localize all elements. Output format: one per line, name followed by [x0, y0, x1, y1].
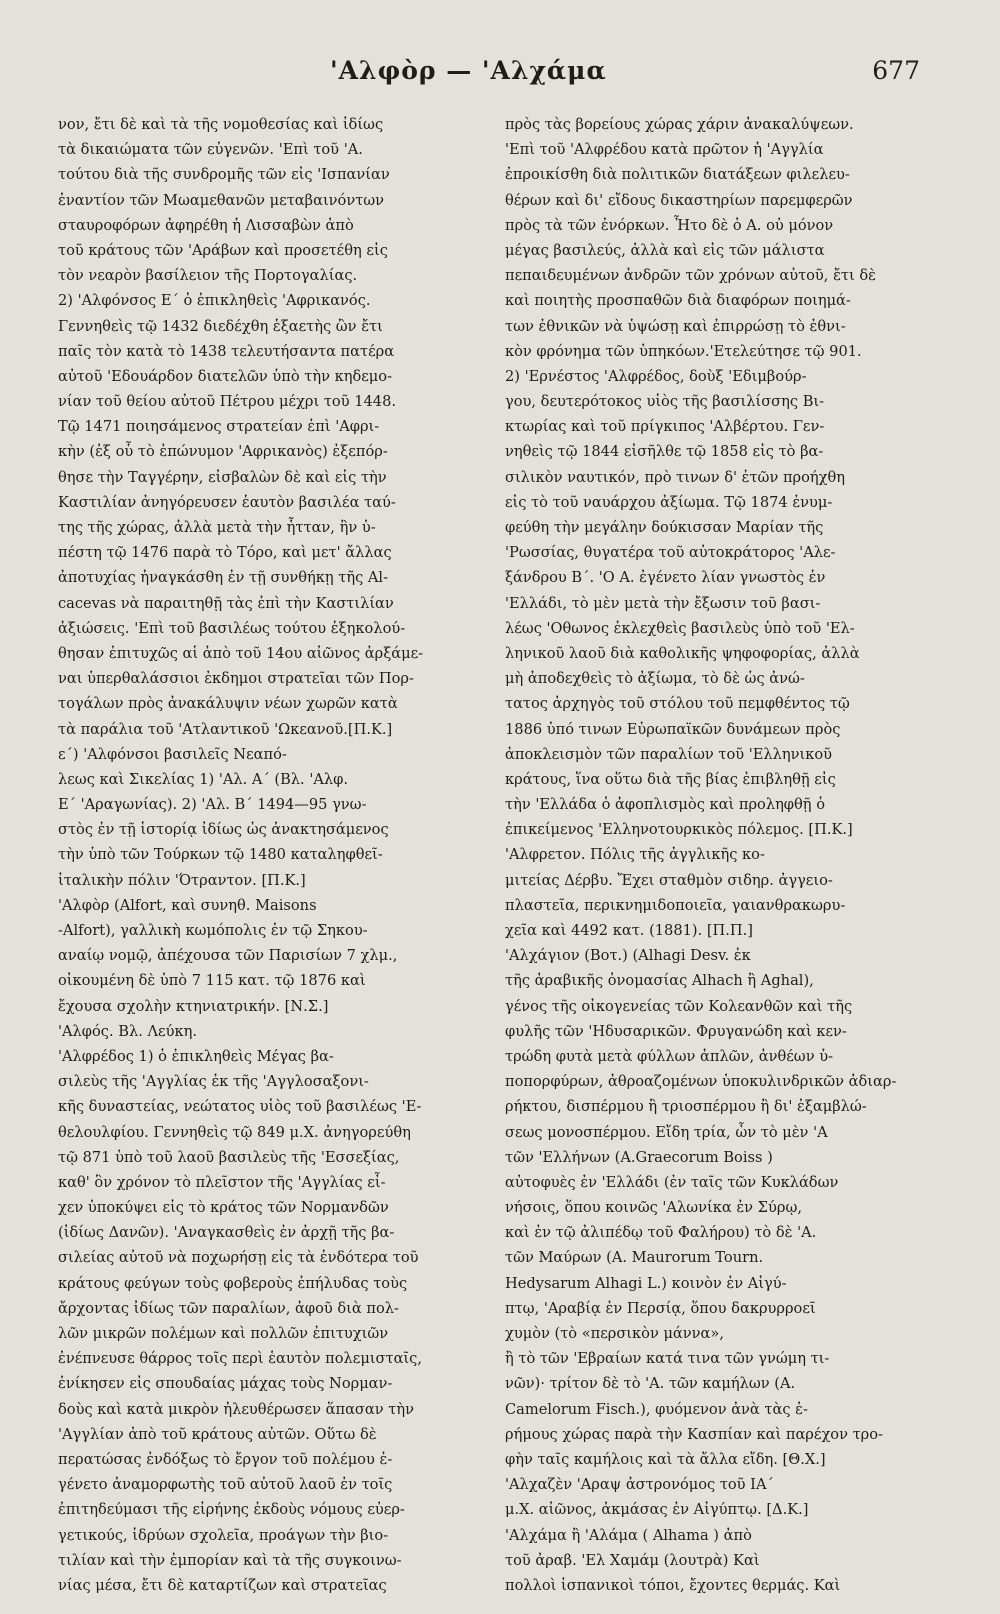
- text-line: νηθεὶς τῷ 1844 εἰσῆλθε τῷ 1858 εἰς τὸ βα-: [505, 443, 824, 461]
- text-line: τογάλων πρὸς ἀνακάλυψιν νέων χωρῶν κατὰ: [58, 695, 398, 713]
- text-line: πλαστεῖα, περικνημιδοποιεῖα, γαιανθρακωρυ-: [505, 896, 846, 914]
- text-line: ἀξιώσεις. 'Επὶ τοῦ βασιλέως τούτου ἐξηκολού-: [58, 619, 406, 637]
- text-line: στὸς ἐν τῇ ἱστορίᾳ ἰδίως ὡς ἀνακτησάμενος: [58, 821, 389, 839]
- text-line: νῶν)· τρίτον δὲ τὸ 'Α. τῶν καμήλων (A.: [505, 1375, 796, 1393]
- text-line: ἐνίκησεν εἰς σπουδαίας μάχας τοὺς Νορμαν-: [58, 1375, 393, 1393]
- text-line: θέρων καὶ δι' εἴδους δικαστηρίων παρεμφερῶν: [505, 191, 853, 209]
- text-line: τὸν νεαρὸν βασίλειον τῆς Πορτογαλίας.: [58, 267, 358, 285]
- text-line: κτωρίας καὶ τοῦ πρίγκιπος 'Αλβέρτου. Γεν-: [505, 418, 825, 436]
- text-line: θελουλφίου. Γεννηθεὶς τῷ 849 μ.Χ. ἀνηγορεύθη: [58, 1123, 411, 1141]
- text-line: καθ' ὃν χρόνον τὸ πλεῖστον τῆς 'Αγγλίας εἶ-: [58, 1173, 386, 1191]
- text-line: σιλεὺς τῆς 'Αγγλίας ἐκ τῆς 'Αγγλοσαξονι-: [58, 1073, 369, 1091]
- text-line: δοὺς καὶ κατὰ μικρὸν ἠλευθέρωσεν ἅπασαν τὴν: [58, 1400, 414, 1418]
- text-line: καὶ ποιητὴς προσπαθῶν διὰ διαφόρων ποιημά-: [505, 292, 851, 310]
- text-line: 'Αγγλίαν ἀπὸ τοῦ κράτους αὐτῶν. Οὕτω δὲ: [58, 1425, 377, 1443]
- text-line: νήσοις, ὅπου κοινῶς 'Αλωνίκα ἐν Σύρῳ,: [505, 1199, 802, 1217]
- text-line: τὴν ὑπὸ τῶν Τούρκων τῷ 1480 καταληφθεῖ-: [58, 846, 383, 864]
- text-line: παῖς τὸν κατὰ τὸ 1438 τελευτήσαντα πατέρα: [58, 342, 395, 360]
- text-line: γετικούς, ἱδρύων σχολεῖα, προάγων τὴν βιο-: [58, 1526, 389, 1544]
- text-line: ἐπικείμενος 'Ελληνοτουρκικὸς πόλεμος. [Π.Κ.]: [505, 821, 853, 839]
- text-line: τὰ δικαιώματα τῶν εὐγενῶν. 'Επὶ τοῦ 'Α.: [58, 141, 363, 159]
- text-line: γου, δευτερότοκος υἱὸς τῆς βασιλίσσης Βι-: [505, 393, 825, 411]
- text-line: μέγας βασιλεύς, ἀλλὰ καὶ εἰς τῶν μάλιστα: [505, 241, 825, 259]
- text-line: καὶ ἐν τῷ ἀλιπέδῳ τοῦ Φαλήρου) τὸ δὲ 'Α.: [505, 1224, 817, 1242]
- text-line: νίας μέσα, ἔτι δὲ καταρτίζων καὶ στρατεῖας: [58, 1576, 387, 1594]
- text-line: τὰ παράλια τοῦ 'Ατλαντικοῦ 'Ωκεανοῦ.[Π.Κ.]: [58, 720, 393, 738]
- text-line: 'Αλχάγιον (Βοτ.) (Alhagi Desv. ἐκ: [505, 947, 751, 965]
- text-line: 'Αλφὸρ (Alfort, καὶ συνηθ. Maisons: [58, 896, 317, 914]
- page-header: [0, 52, 1000, 92]
- text-line: 'Αλφρέδος 1) ὁ ἐπικληθεὶς Μέγας βα-: [58, 1047, 334, 1065]
- text-line: κὸν φρόνημα τῶν ὑπηκόων.'Ετελεύτησε τῷ 901.: [505, 342, 862, 360]
- text-line: τοῦ ἀραβ. 'Ελ Χαμάμ (λουτρὰ) Καὶ: [505, 1551, 760, 1569]
- text-line: cacevas νὰ παραιτηθῇ τὰς ἐπὶ τὴν Καστιλίαν: [58, 594, 394, 612]
- text-line: αὐτοῦ 'Εδουάρδον διατελῶν ὑπὸ τὴν κηδεμο-: [58, 367, 393, 385]
- text-line: νίαν τοῦ θείου αὐτοῦ Πέτρου μέχρι τοῦ 1448.: [58, 393, 397, 411]
- text-line: 'Ρωσσίας, θυγατέρα τοῦ αὐτοκράτορος 'Αλε-: [505, 544, 836, 562]
- text-line: 'Αλφός. Βλ. Λεύκη.: [58, 1022, 197, 1040]
- text-line: ἐνέπνευσε θάρρος τοῖς περὶ ἑαυτὸν πολεμισταῖς,: [58, 1350, 422, 1368]
- text-line: αὐτοφυὲς ἐν 'Ελλάδι (ἐν ταῖς τῶν Κυκλάδων: [505, 1173, 839, 1191]
- text-line: περατώσας ἐνδόξως τὸ ἔργον τοῦ πολέμου ἐ-: [58, 1450, 393, 1468]
- text-line: γένος τῆς οἰκογενείας τῶν Κολεανθῶν καὶ τῆς: [505, 997, 853, 1015]
- text-line: μ.Χ. αἰῶνος, ἀκμάσας ἐν Αἰγύπτῳ. [Δ.Κ.]: [505, 1501, 809, 1519]
- text-line: σεως μονοσπέρμου. Εἴδη τρία, ὧν τὸ μὲν 'Α: [505, 1123, 828, 1141]
- text-line: 1886 ὑπό τινων Εὐρωπαϊκῶν δυνάμεων πρὸς: [505, 720, 841, 738]
- text-line: σιλικὸν ναυτικόν, πρὸ τινων δ' ἐτῶν προήχθη: [505, 468, 846, 486]
- text-line: (ἰδίως Δανῶν). 'Αναγκασθεὶς ἐν ἀρχῇ τῆς βα-: [58, 1224, 395, 1242]
- text-line: λέως 'Οθωνος ἐκλεχθεὶς βασιλεὺς ὑπὸ τοῦ 'Ελ-: [505, 619, 855, 637]
- text-line: θησαν ἐπιτυχῶς αἱ ἀπὸ τοῦ 14ου αἰῶνος ἀρξάμε-: [58, 644, 424, 662]
- text-line: χυμὸν (τὸ «περσικὸν μάννα»,: [505, 1325, 724, 1342]
- text-line: τῶν 'Ελλήνων (A.Graecorum Boiss ): [505, 1148, 773, 1166]
- text-line: λῶν μικρῶν πολέμων καὶ πολλῶν ἐπιτυχιῶν: [58, 1325, 389, 1342]
- text-line: φυλῆς τῶν 'Ηδυσαρικῶν. Φρυγανώδη καὶ κεν-: [505, 1022, 847, 1040]
- text-line: ρήκτου, δισπέρμου ἢ τριοσπέρμου ἢ δι' ἐξαμβλώ-: [505, 1098, 867, 1116]
- text-line: 2) 'Ερνέστος 'Αλφρέδος, δοὺξ 'Εδιμβούρ-: [505, 367, 807, 385]
- text-line: τιλίαν καὶ τὴν ἐμπορίαν καὶ τὰ τῆς συγκοινω-: [58, 1551, 402, 1569]
- text-line: -Alfort), γαλλικὴ κωμόπολις ἐν τῷ Σηκου-: [58, 922, 368, 939]
- text-line: ἀποκλεισμὸν τῶν παραλίων τοῦ 'Ελληνικοῦ: [505, 745, 833, 763]
- text-line: ἀποτυχίας ἠναγκάσθη ἐν τῇ συνθήκῃ τῆς Al-: [58, 569, 389, 587]
- text-line: της τῆς χώρας, ἀλλὰ μετὰ τὴν ἧτταν, ἣν ὑ-: [58, 519, 376, 536]
- page-number: 677: [872, 56, 920, 85]
- text-line: 'Ελλάδι, τὸ μὲν μετὰ τὴν ἔξωσιν τοῦ βασι-: [505, 594, 821, 612]
- text-line: πρὸς τὰς βορείους χώρας χάριν ἀνακαλύψεων.: [505, 116, 854, 133]
- text-line: φὴν ταῖς καμήλοις καὶ τὰ ἄλλα εἴδη. [Θ.Χ.]: [505, 1450, 826, 1468]
- text-line: κὴν (ἐξ οὗ τὸ ἐπώνυμον 'Αφρικανὸς) ἐξεπόρ-: [58, 443, 388, 461]
- running-head: 'Αλφὸρ — 'Αλχάμα: [330, 56, 607, 85]
- text-line: γένετο ἀναμορφωτὴς τοῦ αὐτοῦ λαοῦ ἐν τοῖς: [58, 1476, 393, 1494]
- text-line: χεν ὑποκύψει εἰς τὸ κράτος τῶν Νορμανδῶν: [58, 1199, 389, 1217]
- text-line: ἔχουσα σχολὴν κτηνιατρικήν. [Ν.Σ.]: [58, 997, 329, 1015]
- text-line: σιλείας αὐτοῦ νὰ ποχωρήσῃ εἰς τὰ ἐνδότερα τοῦ: [58, 1249, 419, 1267]
- text-line: Ε΄ 'Αραγωνίας). 2) 'Αλ. Β΄ 1494—95 γνω-: [58, 796, 367, 814]
- text-line: ναι ὑπερθαλάσσιοι ἐκδημοι στρατεῖαι τῶν Πορ-: [58, 670, 414, 688]
- text-line: ποπορφύρων, ἀθροαζομένων ὑποκυλινδρικῶν ἀδιαρ-: [505, 1073, 897, 1091]
- text-line: 'Αλφρετον. Πόλις τῆς ἀγγλικῆς κο-: [505, 846, 765, 864]
- text-line: 2) 'Αλφόνσος Ε΄ ὁ ἐπικληθεὶς 'Αφρικανός.: [58, 292, 371, 310]
- text-line: τῷ 871 ὑπὸ τοῦ λαοῦ βασιλεὺς τῆς 'Εσσεξίας,: [58, 1148, 400, 1166]
- text-line: ἰταλικὴν πόλιν 'Ότραντον. [Π.Κ.]: [58, 871, 306, 889]
- text-line: ληνικοῦ λαοῦ διὰ καθολικῆς ψηφοφορίας, ἀλλὰ: [505, 644, 860, 662]
- text-line: Καστιλίαν ἀνηγόρευσεν ἑαυτὸν βασιλέα ταύ-: [58, 493, 396, 511]
- text-line: τῶν Μαύρων (A. Maurorum Tourn.: [505, 1249, 764, 1267]
- text-line: κράτους, ἵνα οὕτω διὰ τῆς βίας ἐπιβληθῇ εἰς: [505, 770, 836, 788]
- text-line: ε΄) 'Αλφόνσοι βασιλεῖς Νεαπό-: [58, 745, 287, 763]
- text-line: ἄρχοντας ἰδίως τῶν παραλίων, ἀφοῦ διὰ πολ-: [58, 1299, 399, 1317]
- text-line: τὴν 'Ελλάδα ὁ ἀφοπλισμὸς καὶ προληφθῇ ὁ: [505, 796, 825, 814]
- text-line: Τῷ 1471 ποιησάμενος στρατείαν ἐπὶ 'Αφρι-: [58, 418, 380, 436]
- text-line: μιτείας Δέρβυ. Ἔχει σταθμὸν σιδηρ. ἀγγειο-: [505, 871, 833, 889]
- text-line: 'Αλχάμα ἢ 'Αλάμα ( Alhama ) ἀπὸ: [505, 1526, 752, 1544]
- text-line: θησε τὴν Ταγγέρην, εἰσβαλὼν δὲ καὶ εἰς τὴν: [58, 468, 387, 486]
- text-line: ἢ τὸ τῶν 'Εβραίων κατά τινα τῶν γνώμη τι-: [505, 1350, 830, 1368]
- text-line: ἐπιτηδεύμασι τῆς εἰρήνης ἐκδοὺς νόμους εὐερ-: [58, 1501, 405, 1519]
- text-line: μὴ ἀποδεχθεὶς τὸ ἀξίωμα, τὸ δὲ ὡς ἀνώ-: [505, 670, 805, 688]
- text-line: τρώδη φυτὰ μετὰ φύλλων ἁπλῶν, ἀνθέων ὑ-: [505, 1047, 834, 1065]
- text-line: σταυροφόρων ἀφηρέθη ἡ Λισσαβὼν ἀπὸ: [58, 216, 354, 234]
- text-line: αναίῳ νομῷ, ἀπέχουσα τῶν Παρισίων 7 χλμ.,: [58, 947, 398, 965]
- text-line: οἰκουμένη δὲ ὑπὸ 7 115 κατ. τῷ 1876 καὶ: [58, 972, 366, 990]
- text-line: 'Αλχαζὲν 'Αραψ ἀστρονόμος τοῦ ΙΑ΄: [505, 1476, 774, 1494]
- text-line: τατος ἀρχηγὸς τοῦ στόλου τοῦ πεμφθέντος τῷ: [505, 695, 850, 713]
- text-line: των ἐθνικῶν νὰ ὑψώσῃ καὶ ἐπιρρώσῃ τὸ ἐθνι-: [505, 317, 846, 335]
- text-line: 'Επὶ τοῦ 'Αλφρέδου κατὰ πρῶτον ἡ 'Αγγλία: [505, 141, 824, 159]
- text-line: τοῦ κράτους τῶν 'Αράβων καὶ προσετέθη εἰς: [58, 241, 388, 259]
- text-line: ξάνδρου Β΄. 'Ο Α. ἐγένετο λίαν γνωστὸς ἐν: [505, 569, 826, 587]
- text-line: πρὸς τὰ τῶν ἐνόρκων. Ἦτο δὲ ὁ Α. οὐ μόνον: [505, 216, 834, 234]
- text-line: λεως καὶ Σικελίας 1) 'Αλ. Α΄ (Βλ. 'Αλφ.: [58, 770, 348, 788]
- text-line: κράτους φεύγων τοὺς φοβεροὺς ἐπήλυδας τοὺς: [58, 1274, 408, 1292]
- right-column: [505, 112, 923, 1598]
- text-line: ἐναντίον τῶν Μωαμεθανῶν μεταβαινόντων: [58, 191, 385, 209]
- text-line: κῆς δυναστείας, νεώτατος υἱὸς τοῦ βασιλέως 'Ε-: [58, 1098, 422, 1116]
- text-line: Camelorum Fisch.), φυόμενον ἀνὰ τὰς ἐ-: [505, 1400, 808, 1418]
- text-line: πέστη τῷ 1476 παρὰ τὸ Τόρο, καὶ μετ' ἄλλας: [58, 544, 392, 562]
- text-line: Γεννηθεὶς τῷ 1432 διεδέχθη ἑξαετὴς ὢν ἔτι: [58, 317, 383, 335]
- text-line: τούτου διὰ τῆς συνδρομῆς τῶν εἰς 'Ισπανίαν: [58, 166, 390, 184]
- text-line: φεύθη τὴν μεγάλην δούκισσαν Μαρίαν τῆς: [505, 519, 824, 536]
- left-column: [58, 112, 483, 1598]
- text-line: νον, ἔτι δὲ καὶ τὰ τῆς νομοθεσίας καὶ ἰδίως: [58, 116, 384, 133]
- text-line: πτῳ, 'Αραβίᾳ ἐν Περσίᾳ, ὅπου δακρυρροεῖ: [505, 1299, 816, 1317]
- text-line: πολλοὶ ἱσπανικοὶ τόποι, ἔχοντες θερμάς. Καὶ: [505, 1576, 841, 1594]
- text-line: χεῖα καὶ 4492 κατ. (1881). [Π.Π.]: [505, 922, 753, 939]
- text-line: ἐπροικίσθη διὰ πολιτικῶν διατάξεων φιλελευ-: [505, 166, 850, 184]
- text-line: πεπαιδευμένων ἀνδρῶν τῶν χρόνων αὐτοῦ, ἔτι δὲ: [505, 267, 876, 285]
- text-line: εἰς τὸ τοῦ ναυάρχου ἀξίωμα. Τῷ 1874 ἐνυμ-: [505, 493, 833, 511]
- text-line: τῆς ἀραβικῆς ὀνομασίας Alhach ἢ Aghal),: [505, 972, 814, 990]
- text-line: Hedysarum Alhagi L.) κοινὸν ἐν Αἰγύ-: [505, 1274, 787, 1292]
- text-line: ρήμους χώρας παρὰ τὴν Κασπίαν καὶ παρέχον τρο-: [505, 1425, 883, 1443]
